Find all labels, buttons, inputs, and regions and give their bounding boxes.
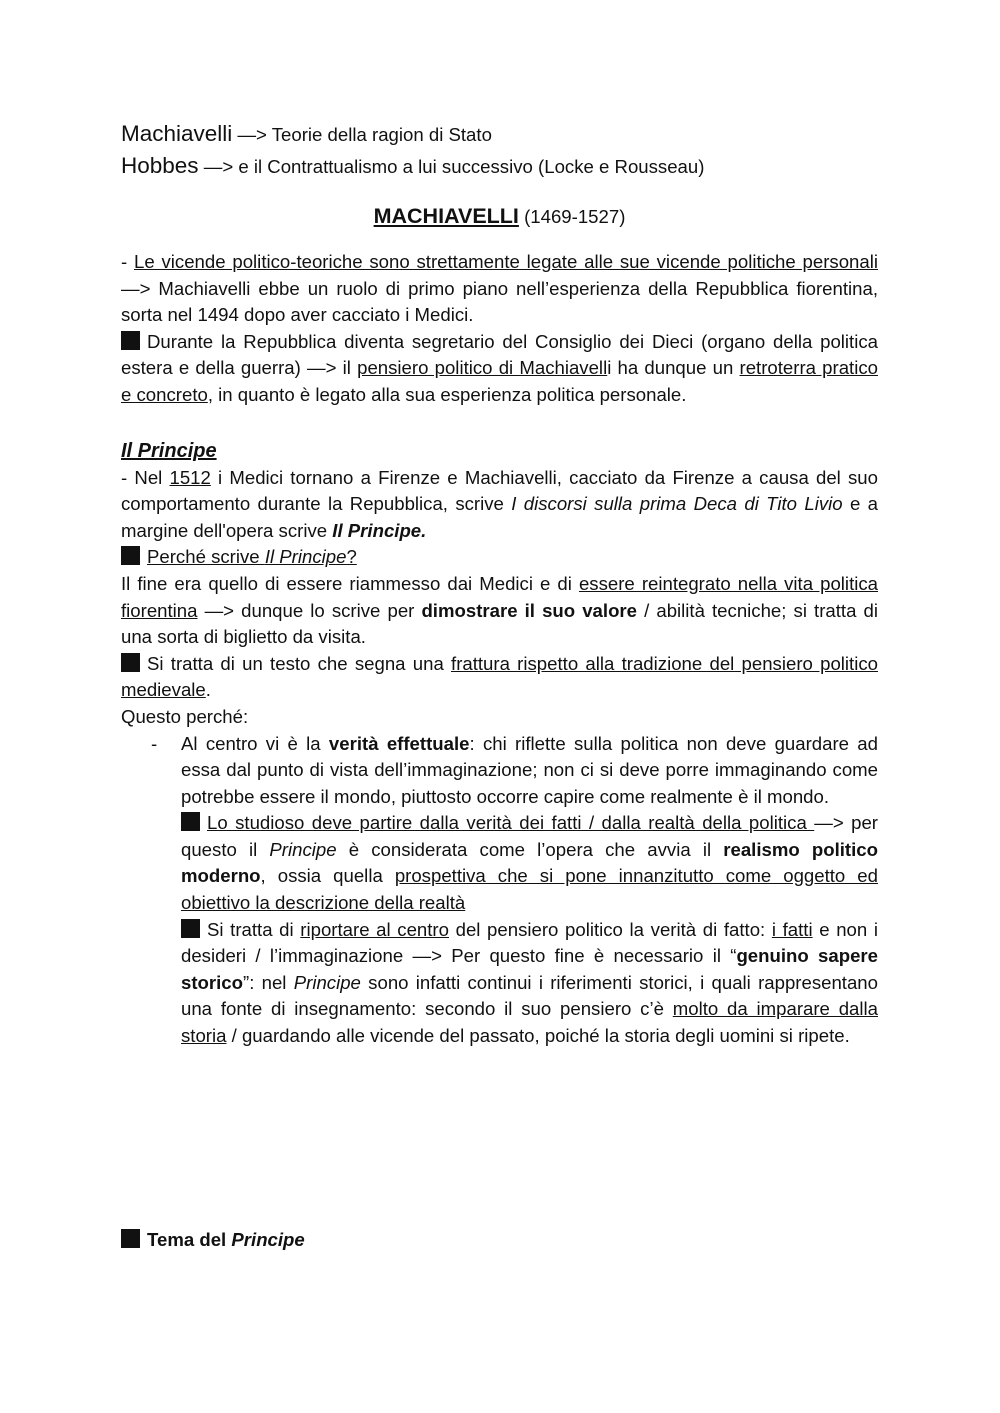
- text-run: Si tratta di: [207, 918, 301, 940]
- text-run: Perché scrive: [147, 546, 265, 568]
- title-years: (1469-1527): [518, 206, 626, 227]
- header-name: Machiavelli: [121, 121, 233, 146]
- underlined-text: prospettiva che si pone innanzitutto come oggetto ed obiettivo la descrizione della realtà: [181, 865, 878, 914]
- text-run: Si tratta di un testo che segna una: [147, 652, 452, 674]
- text-run: sono infatti continui i riferimenti storici, i quali rappresentano una fonte di insegnamento: secondo il suo pensiero c’è: [181, 971, 878, 1020]
- text-run: Durante la Repubblica diventa segretario del Consiglio dei Dieci (organo della politica estera e della guerra) —> il: [121, 330, 878, 379]
- black-square-icon: [121, 1229, 140, 1248]
- intro-paragraph-2: [121, 329, 878, 409]
- underlined-text: essere reintegrato nella vita politica fiorentina: [121, 572, 878, 621]
- principe-question: [121, 544, 878, 571]
- text-run: -: [121, 251, 134, 272]
- bold-italic-text: Il Principe.: [332, 519, 427, 541]
- text-run: Al centro vi è la: [181, 732, 329, 754]
- black-square-icon: [181, 812, 200, 831]
- text-run: - Nel: [121, 466, 170, 488]
- text-run: i ha dunque un: [607, 357, 740, 379]
- bullet-paragraph-1: [181, 731, 878, 811]
- header-line-hobbes: [121, 150, 878, 182]
- principe-paragraph-3: [121, 651, 878, 704]
- underlined-text: frattura rispetto alla tradizione del pensiero politico medievale: [121, 652, 878, 701]
- text-run: e a margine dell'opera scrive: [121, 493, 878, 541]
- section-heading-principe: Il Principe: [121, 439, 217, 462]
- bullet-paragraph-2: [181, 810, 878, 916]
- black-square-icon: [121, 653, 140, 672]
- underlined-text: pensiero politico di Machiavell: [357, 357, 608, 379]
- principe-paragraph-1: [121, 465, 878, 545]
- italic-text: Principe: [293, 971, 361, 993]
- bullet-paragraph-3: [181, 917, 878, 1050]
- text-run: Il fine era quello di essere riammesso dai Medici e di: [121, 572, 579, 594]
- document-body: [121, 118, 878, 1050]
- bold-text: realismo politico moderno: [181, 838, 878, 887]
- text-run: ?: [346, 546, 357, 568]
- text-run: del pensiero politico la verità di fatto:: [448, 918, 772, 940]
- underlined-text: molto da imparare dalla storia: [181, 998, 878, 1047]
- header-text: —> e il Contrattualismo a lui successivo (Locke e Rousseau): [198, 156, 705, 177]
- page-title: [121, 196, 878, 237]
- text-run: / guardando alle vicende del passato, poiché la storia degli uomini si ripete.: [226, 1025, 850, 1047]
- black-square-icon: [121, 546, 140, 565]
- principe-paragraph-4: Questo perché:: [121, 705, 249, 727]
- title-main: MACHIAVELLI: [373, 204, 519, 228]
- bold-text: genuino sapere storico: [181, 945, 879, 993]
- bullet-dash: -: [151, 732, 158, 754]
- text-run: —> dunque lo scrive per: [197, 599, 422, 621]
- text-run: e non i desideri / l’immaginazione —> Per questo fine è necessario il “: [181, 918, 879, 967]
- black-square-icon: [121, 331, 140, 350]
- underlined-text: retroterra pratico e concreto: [121, 357, 878, 405]
- bold-text: verità effettuale: [328, 732, 470, 754]
- italic-text: Il Principe: [264, 546, 347, 568]
- text-run: —> per questo il: [181, 812, 878, 860]
- italic-text: Principe: [269, 838, 337, 860]
- text-run: : chi riflette sulla politica non deve guardare ad essa dal punto di vista dell’immaginazione; non ci si deve porre immaginando come potrebbe essere il mondo, piuttosto occorre capire come realmente è il mondo.: [181, 732, 878, 807]
- underlined-question: [147, 546, 357, 567]
- underlined-text: i fatti: [771, 918, 813, 940]
- black-square-icon: [181, 919, 200, 938]
- underlined-text: Lo studioso deve partire dalla verità dei fatti / dalla realtà della politica: [207, 812, 815, 834]
- text-run: ”: nel: [243, 971, 294, 993]
- bold-text: dimostrare il suo valore: [421, 599, 637, 621]
- header-name: Hobbes: [121, 153, 199, 178]
- underlined-text: 1512: [169, 466, 211, 488]
- text-run: i Medici tornano a Firenze e Machiavelli, cacciato da Firenze a causa del suo comportamento durante la Repubblica, scrive: [121, 466, 878, 515]
- italic-text: Principe: [231, 1229, 305, 1250]
- text-run: Tema del: [147, 1229, 232, 1250]
- principe-paragraph-2: [121, 571, 878, 651]
- italic-text: I discorsi sulla prima Deca di Tito Livio: [511, 493, 843, 515]
- underlined-text: riportare al centro: [300, 918, 449, 940]
- text-run: , in quanto è legato alla sua esperienza politica personale.: [207, 383, 687, 405]
- header-line-machiavelli: [121, 118, 878, 150]
- text-run: / abilità tecniche; si tratta di una sorta di biglietto da visita.: [121, 599, 878, 648]
- text-run: , ossia quella: [260, 865, 395, 887]
- text-run: è considerata come l’opera che avvia il: [336, 838, 724, 860]
- underlined-text: Le vicende politico-teoriche sono strettamente legate alle sue vicende politiche personali: [134, 251, 878, 272]
- header-text: —> Teorie della ragion di Stato: [232, 124, 492, 145]
- text-run: .: [205, 679, 211, 701]
- list-item: [121, 731, 878, 1050]
- intro-paragraph-1: [121, 249, 878, 329]
- text-run: —> Machiavelli ebbe un ruolo di primo piano nell’esperienza della Repubblica fiorentina, sorta nel 1494 dopo aver cacciato i Medici.: [121, 277, 878, 326]
- section-heading-tema: [121, 1227, 305, 1253]
